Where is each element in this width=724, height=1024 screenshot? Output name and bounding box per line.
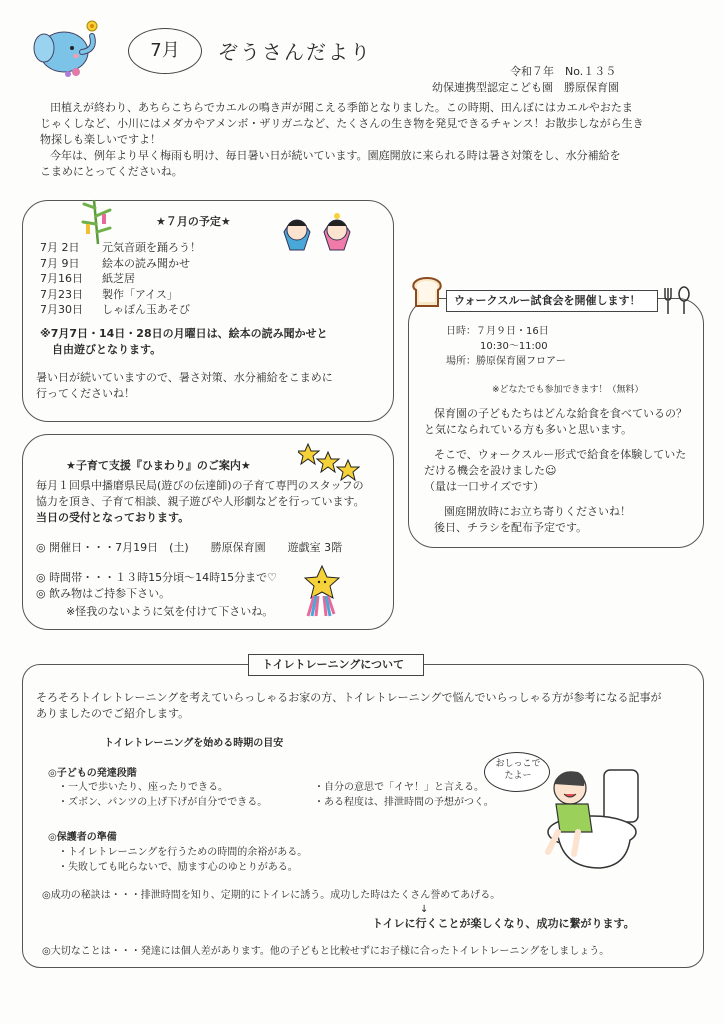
support-drink: ◎ 飲み物はご持参下さい。 [36, 587, 171, 600]
intro-line: 田植えが終わり、あちらこちらでカエルの鳴き声が聞こえる季節となりました。この時期、田んぼにはカエルやおたま [50, 101, 633, 114]
schedule-list [40, 240, 201, 318]
schedule-date: 7月16日 [40, 272, 83, 285]
schedule-item [40, 287, 201, 303]
schedule-date: 7月30日 [40, 303, 83, 316]
schedule-note-line: ※7月7日・14日・28日の月曜日は、絵本の読み聞かせと [40, 327, 328, 340]
support-description [36, 478, 365, 526]
schedule-event: しゃぼん玉あそび [102, 303, 190, 316]
walkthrough-line: そこで、ウォークスルー形式で給食を体験していた [434, 448, 687, 461]
toilet-intro [36, 690, 661, 722]
schedule-item [40, 302, 201, 318]
newsletter-title: ぞうさんだより [218, 40, 372, 64]
walkthrough-line: 園庭開放時にお立ち寄りくださいね！ [444, 505, 631, 518]
schedule-advice [36, 370, 333, 402]
support-title: ★子育て支援『ひまわり』のご案内★ [66, 459, 251, 472]
support-date: ◎ 開催日・・・7月19日 (土) 勝原保育園 遊戯室 3階 [36, 541, 343, 554]
parent-prep-list [58, 845, 307, 875]
child-stage-item: ・自分の意思で「イヤ！」と言える。 [314, 782, 484, 793]
walkthrough-line: だける機会を設けました☺ [424, 464, 557, 477]
toilet-intro-line: そろそろトイレトレーニングを考えていらっしゃるお家の方、トイレトレーニングで悩んでいらっしゃる方が参考になる記事が [36, 691, 662, 704]
child-stage-list-right [314, 780, 494, 810]
child-stage-list [58, 780, 267, 810]
support-caution: ※怪我のないように気を付けて下さいね。 [66, 605, 274, 618]
intro-line: じゃくしなど、小川にはメダカやアメンボ・ザリガニなど、たくさんの生き物を発見できるチャンス！お散歩しながら生き [40, 117, 644, 130]
child-stage-heading: ◎子どもの発達段階 [48, 768, 137, 779]
parent-prep-item: ・失敗しても叱らないで、励ます心のゆとりがある。 [58, 862, 298, 873]
intro-section [40, 100, 700, 180]
schedule-event: 絵本の読み聞かせ [102, 256, 190, 270]
walkthrough-anyone: ※どなたでも参加できます！（無料） [492, 385, 644, 395]
intro-line: 今年は、例年より早く梅雨も明け、毎日暑い日が続いています。園庭開放に来られる時は暑さ対策をし、水分補給を [50, 149, 621, 162]
success-result: トイレに行くことが楽しくなり、成功に繋がります。 [372, 917, 635, 930]
schedule-note [40, 326, 328, 358]
month-label: 7月 [150, 40, 180, 61]
schedule-advice-line: 行ってくださいね！ [36, 387, 135, 400]
walkthrough-line: 保育園の子どもたちはどんな給食を食べているの？ [434, 407, 687, 420]
stars-illustration [298, 440, 360, 482]
intro-line: こまめにとってくださいね。 [40, 165, 183, 178]
schedule-title: ★７月の予定★ [156, 215, 231, 228]
intro-line: 物探しも楽しいですよ！ [40, 133, 161, 146]
parent-prep-heading: ◎保護者の準備 [48, 832, 117, 843]
child-stage-item: ・一人で歩いたり、座ったりできる。 [58, 782, 228, 793]
schedule-date: 7月 9日 [40, 256, 80, 270]
walkthrough-title: ウォークスルー試食会を開催します！ [454, 294, 641, 307]
schedule-note-line: 自由遊びとなります。 [52, 343, 162, 356]
schedule-event: 元気音頭を踊ろう！ [102, 241, 201, 254]
school-name: 幼保連携型認定こども園 勝原保育園 [432, 81, 619, 94]
walkthrough-line: と気になられている方も多いと思います。 [424, 423, 633, 436]
walkthrough-body [424, 406, 687, 536]
month-bubble [128, 28, 202, 74]
star-doll-illustration [300, 564, 346, 618]
child-stage-item: ・ズボン、パンツの上げ下げが自分でできる。 [58, 797, 268, 808]
arrow-down: ↓ [420, 904, 429, 915]
cutlery-icon [660, 286, 696, 316]
walkthrough-line: 後日、チラシを配布予定です。 [434, 521, 588, 534]
toilet-guide-heading: トイレトレーニングを始める時期の目安 [104, 738, 284, 749]
schedule-date: 7月 2日 [40, 241, 80, 254]
schedule-item [40, 256, 201, 272]
schedule-advice-line: 暑い日が続いていますので、暑さ対策、水分補給をこまめに [36, 371, 333, 384]
walkthrough-line: （量は一口サイズです） [424, 480, 545, 493]
issue-number: 令和７年 No.１３５ [510, 65, 617, 78]
child-stage-item: ・ある程度は、排泄時間の予想がつく。 [314, 797, 494, 808]
parent-prep-item: ・トイレトレーニングを行うための時間的余裕がある。 [58, 847, 308, 858]
support-desc-line: 毎月１回県中播磨県民局(遊びの伝達師)の子育て専門のスタッフの [36, 479, 364, 492]
speech-text: おしっこでたよー [495, 759, 541, 781]
walkthrough-time: 10:30～11:00 [480, 341, 548, 352]
elephant-illustration [30, 14, 106, 80]
toilet-title: トイレトレーニングについて [262, 658, 405, 671]
support-desc-line: 当日の受付となっております。 [36, 511, 190, 524]
tanabata-dolls-illustration [278, 204, 356, 256]
bamboo-illustration [80, 196, 114, 246]
success-secret: ◎成功の秘訣は・・・排泄時間を知り、定期的にトイレに誘う。成功した時はたくさん誉めてあげる。 [42, 890, 501, 901]
schedule-item [40, 240, 201, 256]
walkthrough-place: 場所：勝原保育園フロアー [446, 356, 566, 367]
support-time: ◎ 時間帯・・・１３時15分頃～14時15分まで♡ [36, 571, 277, 584]
schedule-event: 紙芝居 [102, 272, 135, 285]
support-desc-line: 協力を頂き、子育て相談、親子遊びや人形劇などを行っています。 [36, 495, 365, 508]
schedule-item [40, 271, 201, 287]
schedule-event: 製作「アイス」 [102, 287, 178, 301]
schedule-date: 7月23日 [40, 287, 83, 301]
bread-icon [410, 276, 444, 308]
toilet-intro-line: ありましたのでご紹介します。 [36, 707, 190, 720]
walkthrough-date: 日時：７月９日・16日 [446, 326, 549, 337]
important-note: ◎大切なことは・・・発達には個人差があります。他の子どもと比較せずにお子様に合ったトイレトレーニングをしましょう。 [42, 946, 610, 957]
